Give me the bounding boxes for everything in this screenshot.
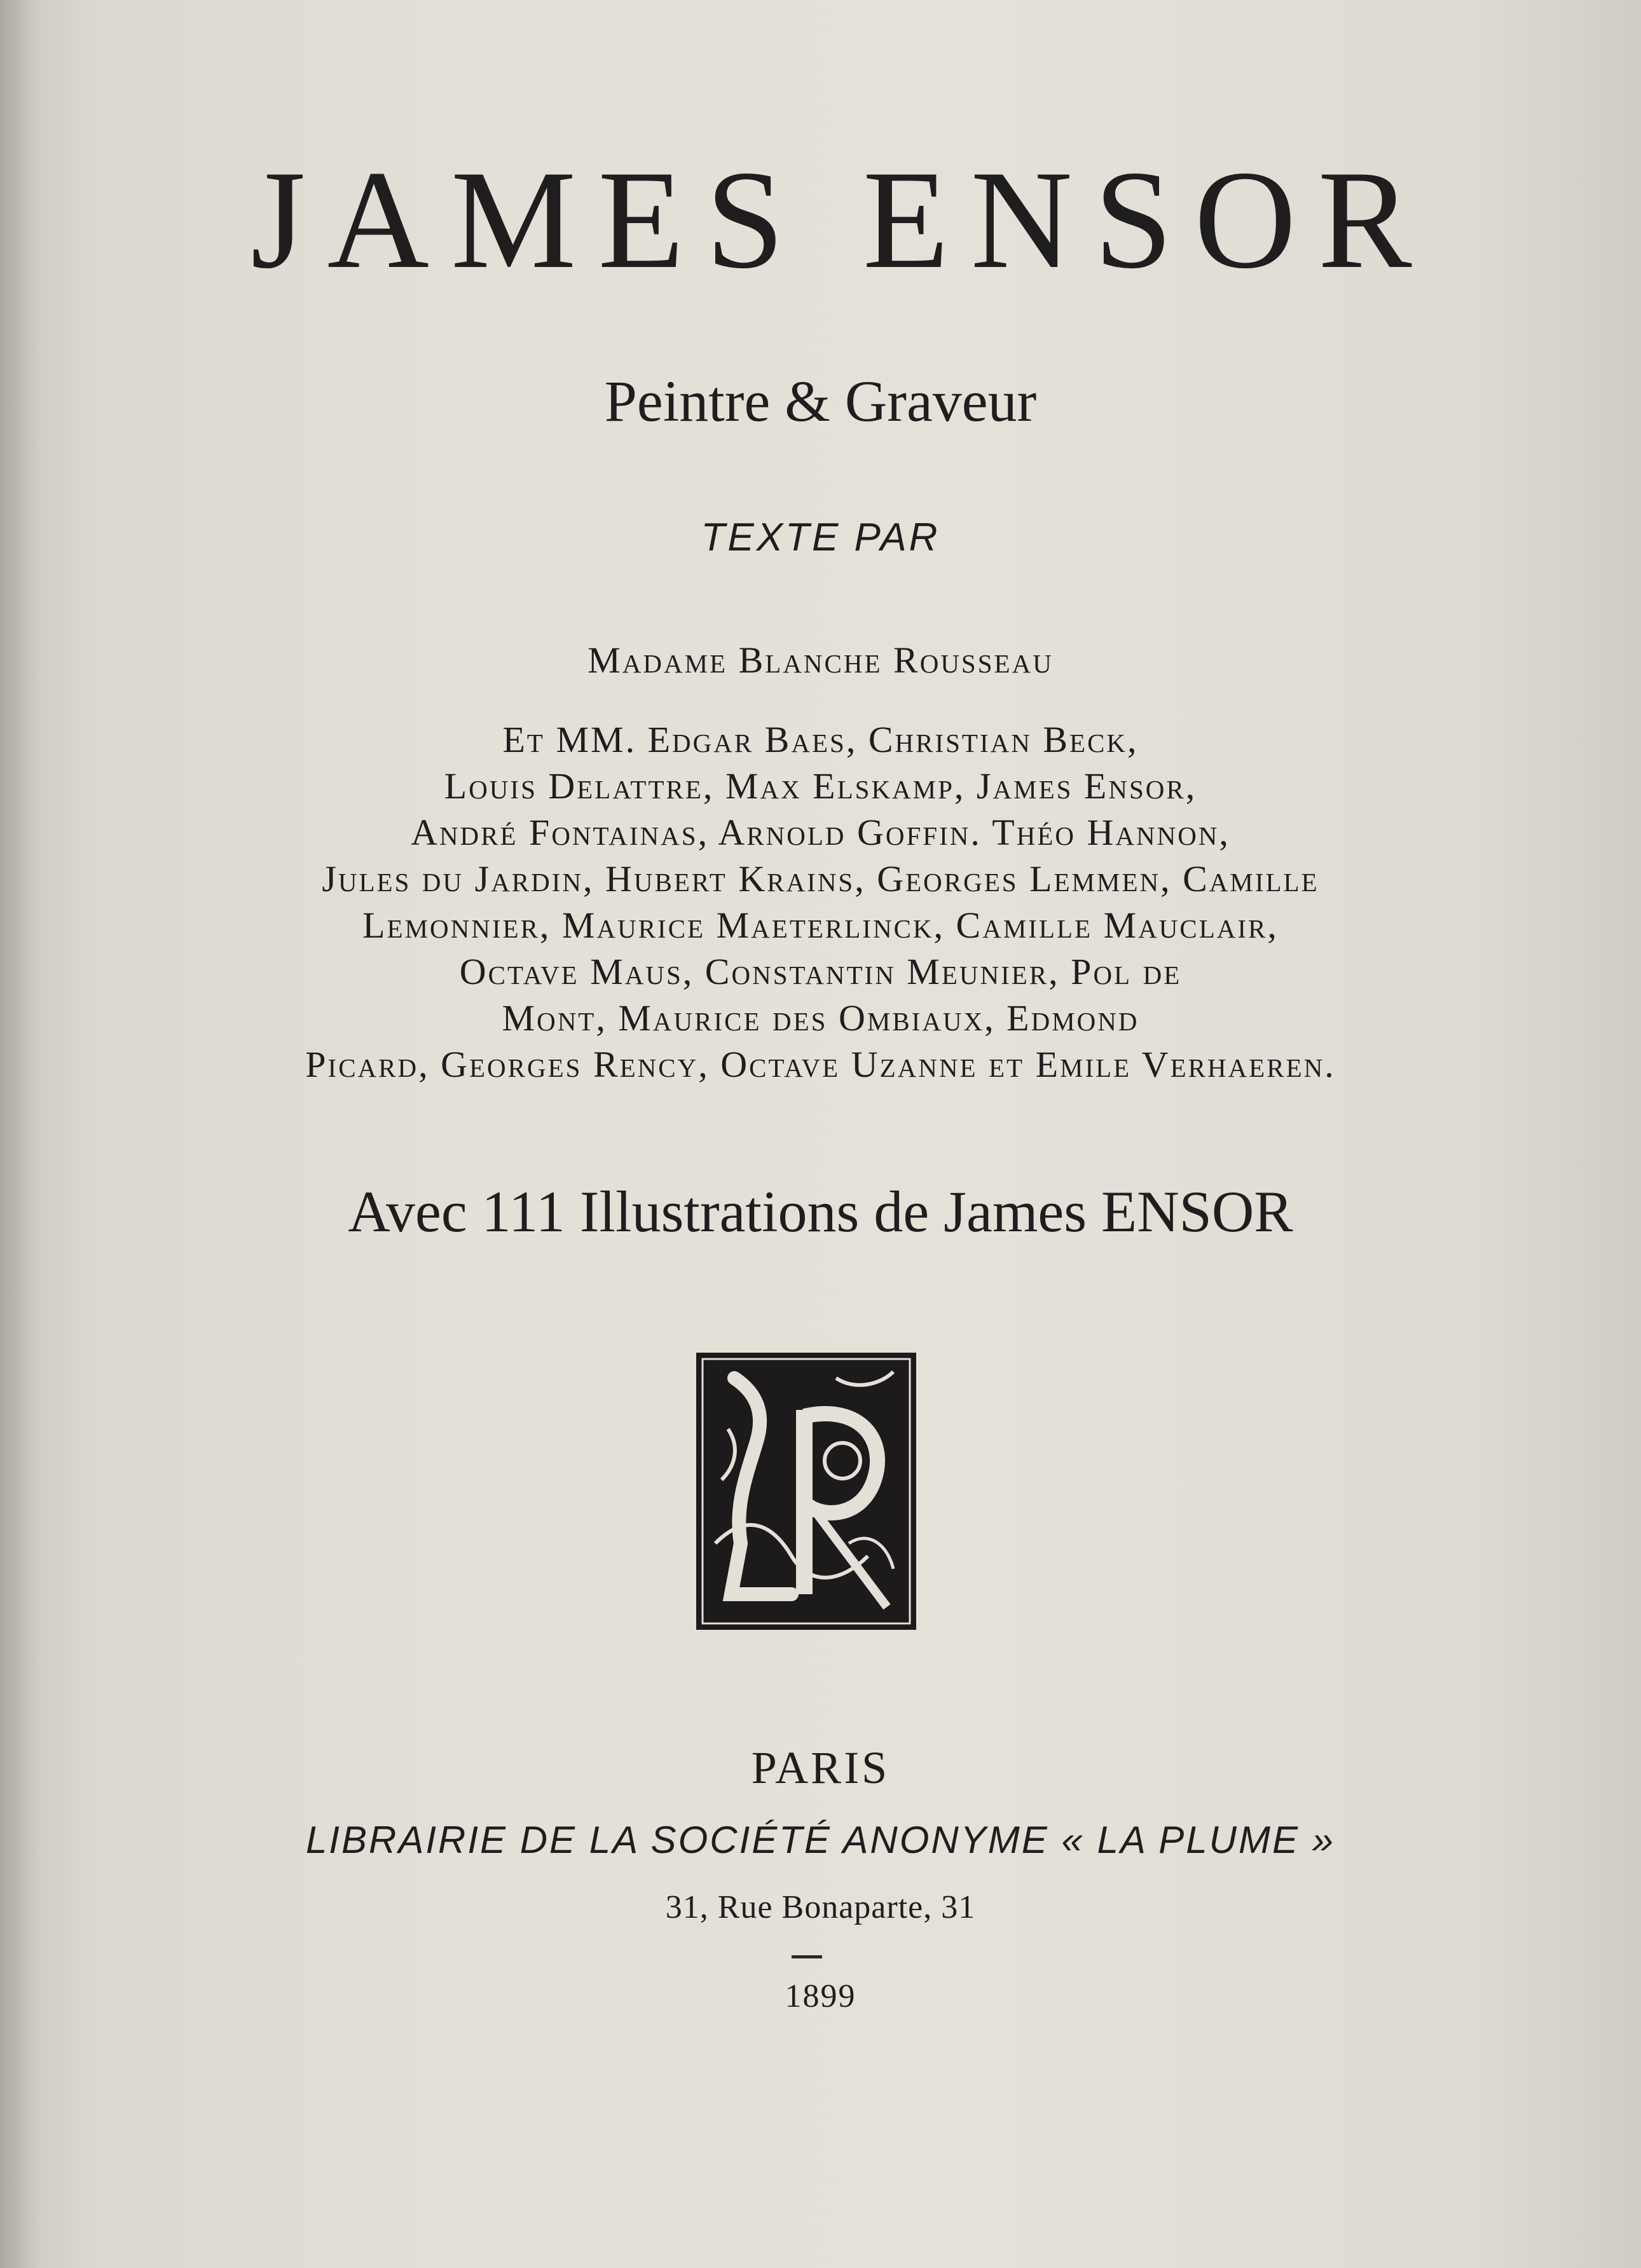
contributor-line: Madame Blanche Rousseau: [587, 639, 1054, 681]
texte-par-heading: TEXTE PAR: [701, 516, 940, 559]
divider-rule: [792, 1955, 822, 1958]
contributor-line: Jules du Jardin, Hubert Krains, Georges Lemmen, Camille: [322, 858, 1319, 899]
contributor-line: Octave Maus, Constantin Meunier, Pol de: [459, 951, 1182, 992]
publisher-name: LIBRAIRIE DE LA SOCIÉTÉ ANONYME « LA PLUME »: [305, 1819, 1336, 1861]
page-gutter-shadow: [0, 0, 38, 2268]
contributor-line: Mont, Maurice des Ombiaux, Edmond: [502, 997, 1139, 1039]
publication-year: 1899: [785, 1978, 856, 2014]
book-subtitle: Peintre & Graveur: [604, 369, 1037, 434]
publisher-emblem-icon: [696, 1353, 916, 1630]
publication-city: PARIS: [751, 1742, 890, 1793]
contributor-line: André Fontainas, Arnold Goffin. Théo Hannon,: [411, 812, 1230, 853]
contributor-line: Lemonnier, Maurice Maeterlinck, Camille Mauclair,: [362, 905, 1279, 946]
contributor-line: Louis Delattre, Max Elskamp, James Ensor,: [444, 765, 1197, 807]
illustrations-line: Avec 111 Illustrations de James ENSOR: [348, 1179, 1293, 1244]
publisher-address: 31, Rue Bonaparte, 31: [665, 1889, 976, 1925]
book-title: JAMES ENSOR: [251, 142, 1434, 298]
contributor-line: Et MM. Edgar Baes, Christian Beck,: [502, 719, 1139, 760]
contributor-line: Picard, Georges Rency, Octave Uzanne et Emile Verhaeren.: [305, 1044, 1336, 1085]
